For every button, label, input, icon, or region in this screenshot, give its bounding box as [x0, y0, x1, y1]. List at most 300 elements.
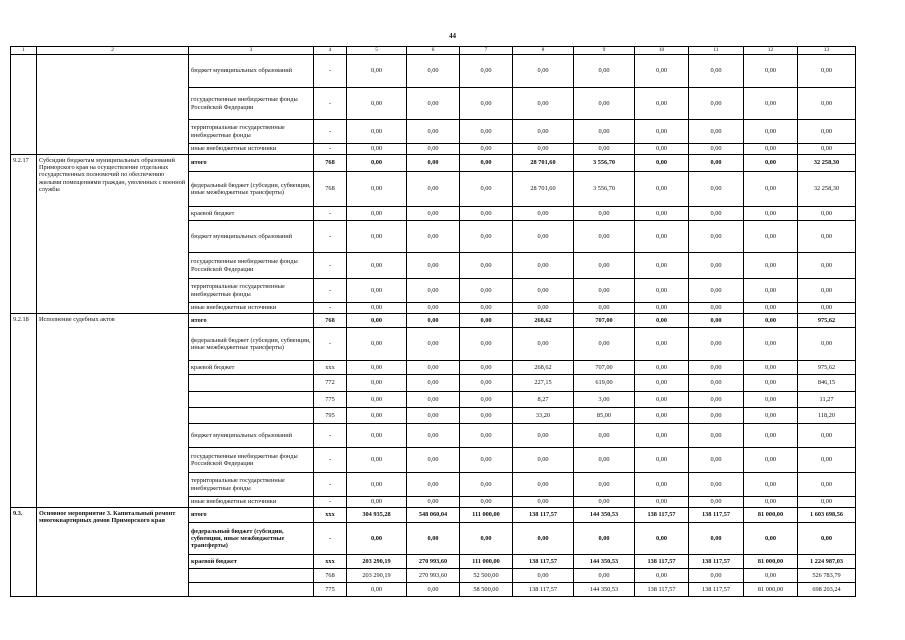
item-name: Субсидии бюджетам муниципальных образований Приморского края на осуществление отдельных государственных полномочий по обеспечению жилыми помещениями граждан, уволенных с военной службы: [37, 155, 189, 314]
column-number: 7: [460, 47, 513, 55]
funding-source: [189, 375, 314, 392]
amount-cell: 138 117,57: [513, 508, 574, 523]
amount-cell: 0,00: [798, 253, 856, 279]
column-number: 3: [189, 47, 314, 55]
amount-cell: 0,00: [689, 221, 744, 253]
amount-cell: 0,00: [798, 328, 856, 361]
budget-table: [10, 46, 856, 597]
budget-code: -: [314, 144, 347, 155]
amount-cell: 0,00: [689, 120, 744, 144]
funding-source: территориальные государственные внебюджетные фонды: [189, 473, 314, 497]
amount-cell: 0,00: [744, 172, 798, 207]
funding-source: [189, 569, 314, 583]
amount-cell: 0,00: [407, 172, 460, 207]
amount-cell: 0,00: [460, 88, 513, 120]
amount-cell: 138 117,57: [635, 555, 689, 569]
amount-cell: 0,00: [635, 424, 689, 448]
funding-source: территориальные государственные внебюджетные фонды: [189, 120, 314, 144]
amount-cell: 227,15: [513, 375, 574, 392]
amount-cell: 138 117,57: [513, 583, 574, 597]
budget-code: -: [314, 473, 347, 497]
amount-cell: 0,00: [689, 328, 744, 361]
column-number: 1: [11, 47, 37, 55]
amount-cell: 0,00: [798, 144, 856, 155]
amount-cell: 0,00: [460, 408, 513, 424]
funding-source: [189, 583, 314, 597]
funding-source: территориальные государственные внебюджетные фонды: [189, 279, 314, 303]
budget-code: -: [314, 207, 347, 221]
column-number: 4: [314, 47, 347, 55]
amount-cell: 0,00: [460, 448, 513, 473]
amount-cell: 0,00: [744, 207, 798, 221]
amount-cell: 0,00: [407, 497, 460, 508]
amount-cell: 0,00: [689, 523, 744, 555]
budget-code: xxx: [314, 555, 347, 569]
amount-cell: 0,00: [689, 55, 744, 88]
amount-cell: 975,62: [798, 361, 856, 375]
amount-cell: 0,00: [574, 221, 635, 253]
amount-cell: 0,00: [513, 144, 574, 155]
amount-cell: 0,00: [347, 448, 407, 473]
amount-cell: 0,00: [744, 155, 798, 172]
amount-cell: 0,00: [744, 303, 798, 314]
amount-cell: 0,00: [574, 303, 635, 314]
amount-cell: 0,00: [798, 303, 856, 314]
amount-cell: 0,00: [347, 120, 407, 144]
amount-cell: 138 117,57: [689, 555, 744, 569]
amount-cell: 0,00: [513, 523, 574, 555]
item-name: [37, 55, 189, 155]
amount-cell: 0,00: [347, 408, 407, 424]
column-number: 2: [37, 47, 189, 55]
amount-cell: 1 224 987,03: [798, 555, 856, 569]
amount-cell: 0,00: [407, 144, 460, 155]
amount-cell: 0,00: [347, 424, 407, 448]
amount-cell: 0,00: [635, 375, 689, 392]
amount-cell: 0,00: [635, 303, 689, 314]
amount-cell: 0,00: [407, 55, 460, 88]
amount-cell: 0,00: [798, 55, 856, 88]
amount-cell: 0,00: [689, 361, 744, 375]
amount-cell: 138 117,57: [513, 555, 574, 569]
budget-code: -: [314, 303, 347, 314]
amount-cell: 0,00: [460, 221, 513, 253]
amount-cell: 0,00: [460, 207, 513, 221]
amount-cell: 0,00: [460, 497, 513, 508]
amount-cell: 0,00: [744, 55, 798, 88]
amount-cell: 0,00: [635, 155, 689, 172]
amount-cell: 32 258,30: [798, 172, 856, 207]
amount-cell: 0,00: [635, 328, 689, 361]
funding-source: краевой бюджет: [189, 555, 314, 569]
budget-code: 772: [314, 375, 347, 392]
amount-cell: 0,00: [744, 144, 798, 155]
amount-cell: 0,00: [744, 392, 798, 408]
amount-cell: 0,00: [347, 172, 407, 207]
amount-cell: 11,27: [798, 392, 856, 408]
amount-cell: 0,00: [347, 314, 407, 328]
budget-code: -: [314, 221, 347, 253]
table-row: [11, 55, 856, 88]
amount-cell: 111 000,00: [460, 508, 513, 523]
amount-cell: 0,00: [407, 120, 460, 144]
funding-source: краевой бюджет: [189, 207, 314, 221]
amount-cell: 0,00: [347, 207, 407, 221]
amount-cell: 0,00: [407, 88, 460, 120]
amount-cell: 0,00: [460, 314, 513, 328]
amount-cell: 0,00: [460, 375, 513, 392]
amount-cell: 0,00: [347, 55, 407, 88]
amount-cell: 0,00: [347, 88, 407, 120]
amount-cell: 0,00: [347, 523, 407, 555]
amount-cell: 0,00: [744, 253, 798, 279]
column-number: 12: [744, 47, 798, 55]
amount-cell: 0,00: [460, 120, 513, 144]
amount-cell: 0,00: [689, 207, 744, 221]
column-number: 10: [635, 47, 689, 55]
amount-cell: 0,00: [689, 392, 744, 408]
header-row: [11, 47, 856, 55]
amount-cell: 0,00: [744, 424, 798, 448]
amount-cell: 0,00: [689, 314, 744, 328]
funding-source: итого: [189, 508, 314, 523]
amount-cell: 138 117,57: [689, 508, 744, 523]
budget-code: 775: [314, 392, 347, 408]
amount-cell: 0,00: [574, 569, 635, 583]
budget-code: 768: [314, 569, 347, 583]
funding-source: итого: [189, 314, 314, 328]
amount-cell: 707,00: [574, 361, 635, 375]
amount-cell: 0,00: [574, 523, 635, 555]
amount-cell: 118,20: [798, 408, 856, 424]
amount-cell: 1 603 698,56: [798, 508, 856, 523]
funding-source: государственные внебюджетные фонды Российской Федерации: [189, 253, 314, 279]
amount-cell: 0,00: [744, 88, 798, 120]
amount-cell: 0,00: [744, 523, 798, 555]
budget-code: -: [314, 88, 347, 120]
amount-cell: 0,00: [460, 328, 513, 361]
amount-cell: 28 701,60: [513, 172, 574, 207]
amount-cell: 0,00: [407, 392, 460, 408]
amount-cell: 0,00: [744, 497, 798, 508]
amount-cell: 0,00: [460, 155, 513, 172]
amount-cell: 0,00: [460, 424, 513, 448]
amount-cell: 0,00: [407, 375, 460, 392]
funding-source: иные внебюджетные источники: [189, 144, 314, 155]
item-code: 9.3.: [11, 508, 37, 597]
amount-cell: 0,00: [574, 497, 635, 508]
funding-source: краевой бюджет: [189, 361, 314, 375]
amount-cell: 0,00: [744, 448, 798, 473]
item-name: Основное мероприятие 3. Капитальный ремонт многоквартирных домов Приморского края: [37, 508, 189, 597]
amount-cell: 0,00: [347, 328, 407, 361]
amount-cell: 0,00: [574, 328, 635, 361]
funding-source: бюджет муниципальных образований: [189, 55, 314, 88]
amount-cell: 0,00: [798, 207, 856, 221]
column-number: 5: [347, 47, 407, 55]
column-number: 11: [689, 47, 744, 55]
amount-cell: 0,00: [513, 303, 574, 314]
amount-cell: 0,00: [689, 497, 744, 508]
amount-cell: 0,00: [407, 448, 460, 473]
amount-cell: 0,00: [574, 144, 635, 155]
amount-cell: 0,00: [407, 221, 460, 253]
amount-cell: 81 000,00: [744, 508, 798, 523]
amount-cell: 0,00: [689, 88, 744, 120]
amount-cell: 0,00: [798, 279, 856, 303]
amount-cell: 0,00: [347, 221, 407, 253]
amount-cell: 0,00: [689, 448, 744, 473]
amount-cell: 0,00: [635, 473, 689, 497]
budget-code: xxx: [314, 361, 347, 375]
budget-code: 768: [314, 155, 347, 172]
amount-cell: 0,00: [635, 408, 689, 424]
amount-cell: 0,00: [635, 569, 689, 583]
amount-cell: 0,00: [798, 120, 856, 144]
amount-cell: 0,00: [689, 144, 744, 155]
amount-cell: 268,62: [513, 314, 574, 328]
amount-cell: 0,00: [574, 424, 635, 448]
funding-source: иные внебюджетные источники: [189, 497, 314, 508]
amount-cell: 0,00: [744, 569, 798, 583]
table-row: [11, 508, 856, 523]
amount-cell: 0,00: [460, 392, 513, 408]
amount-cell: 0,00: [798, 497, 856, 508]
budget-code: -: [314, 497, 347, 508]
funding-source: федеральный бюджет (субсидии, субвенции, иные межбюджетные трансферты): [189, 172, 314, 207]
budget-code: 768: [314, 314, 347, 328]
budget-code: -: [314, 55, 347, 88]
amount-cell: 0,00: [513, 497, 574, 508]
amount-cell: 138 117,57: [689, 583, 744, 597]
amount-cell: 0,00: [798, 523, 856, 555]
budget-code: xxx: [314, 508, 347, 523]
amount-cell: 0,00: [574, 55, 635, 88]
amount-cell: 526 783,79: [798, 569, 856, 583]
amount-cell: 52 500,00: [460, 569, 513, 583]
funding-source: государственные внебюджетные фонды Российской Федерации: [189, 88, 314, 120]
amount-cell: 270 993,60: [407, 555, 460, 569]
amount-cell: 0,00: [635, 253, 689, 279]
amount-cell: 0,00: [798, 424, 856, 448]
amount-cell: 0,00: [407, 155, 460, 172]
amount-cell: 28 701,60: [513, 155, 574, 172]
amount-cell: 0,00: [347, 361, 407, 375]
amount-cell: 0,00: [513, 120, 574, 144]
amount-cell: 0,00: [460, 279, 513, 303]
budget-code: -: [314, 253, 347, 279]
amount-cell: 0,00: [635, 55, 689, 88]
amount-cell: 0,00: [513, 207, 574, 221]
amount-cell: 0,00: [407, 473, 460, 497]
amount-cell: 0,00: [407, 408, 460, 424]
amount-cell: 0,00: [347, 473, 407, 497]
amount-cell: 548 060,04: [407, 508, 460, 523]
amount-cell: 0,00: [689, 279, 744, 303]
amount-cell: 0,00: [635, 279, 689, 303]
amount-cell: 3,00: [574, 392, 635, 408]
amount-cell: 0,00: [460, 253, 513, 279]
budget-code: -: [314, 424, 347, 448]
budget-code: -: [314, 120, 347, 144]
amount-cell: 0,00: [744, 408, 798, 424]
amount-cell: 698 203,24: [798, 583, 856, 597]
funding-source: иные внебюджетные источники: [189, 303, 314, 314]
amount-cell: 0,00: [635, 523, 689, 555]
amount-cell: 0,00: [798, 448, 856, 473]
amount-cell: 0,00: [798, 88, 856, 120]
amount-cell: 0,00: [689, 408, 744, 424]
budget-code: 795: [314, 408, 347, 424]
amount-cell: 0,00: [689, 375, 744, 392]
amount-cell: 0,00: [635, 120, 689, 144]
amount-cell: 8,27: [513, 392, 574, 408]
amount-cell: 0,00: [407, 328, 460, 361]
amount-cell: 0,00: [744, 328, 798, 361]
amount-cell: 304 935,28: [347, 508, 407, 523]
amount-cell: 0,00: [689, 473, 744, 497]
amount-cell: 0,00: [635, 207, 689, 221]
amount-cell: 0,00: [635, 448, 689, 473]
amount-cell: 0,00: [798, 221, 856, 253]
amount-cell: 0,00: [347, 375, 407, 392]
amount-cell: 0,00: [689, 172, 744, 207]
amount-cell: 0,00: [744, 221, 798, 253]
budget-code: -: [314, 328, 347, 361]
amount-cell: 0,00: [744, 473, 798, 497]
amount-cell: 0,00: [407, 424, 460, 448]
amount-cell: 0,00: [513, 253, 574, 279]
amount-cell: 0,00: [689, 569, 744, 583]
amount-cell: 138 117,57: [635, 583, 689, 597]
amount-cell: 0,00: [635, 172, 689, 207]
funding-source: государственные внебюджетные фонды Российской Федерации: [189, 448, 314, 473]
amount-cell: 0,00: [347, 392, 407, 408]
table-row: [11, 155, 856, 172]
amount-cell: 0,00: [513, 424, 574, 448]
amount-cell: 0,00: [744, 120, 798, 144]
funding-source: [189, 392, 314, 408]
amount-cell: 0,00: [407, 253, 460, 279]
amount-cell: 0,00: [574, 253, 635, 279]
amount-cell: 0,00: [689, 155, 744, 172]
amount-cell: 0,00: [347, 497, 407, 508]
amount-cell: 0,00: [407, 523, 460, 555]
amount-cell: 707,00: [574, 314, 635, 328]
amount-cell: 0,00: [513, 328, 574, 361]
amount-cell: 0,00: [513, 88, 574, 120]
table-row: [11, 314, 856, 328]
amount-cell: 0,00: [574, 473, 635, 497]
amount-cell: 0,00: [513, 448, 574, 473]
amount-cell: 0,00: [460, 55, 513, 88]
budget-code: 775: [314, 583, 347, 597]
funding-source: федеральный бюджет (субсидии, субвенции, иные межбюджетные трансферты): [189, 523, 314, 555]
amount-cell: 0,00: [460, 523, 513, 555]
amount-cell: 144 350,53: [574, 508, 635, 523]
funding-source: бюджет муниципальных образований: [189, 424, 314, 448]
amount-cell: 0,00: [635, 88, 689, 120]
budget-code: -: [314, 279, 347, 303]
amount-cell: 0,00: [744, 375, 798, 392]
amount-cell: 203 290,19: [347, 569, 407, 583]
amount-cell: 203 290,19: [347, 555, 407, 569]
funding-source: [189, 408, 314, 424]
amount-cell: 0,00: [635, 144, 689, 155]
budget-code: -: [314, 448, 347, 473]
amount-cell: 0,00: [513, 221, 574, 253]
amount-cell: 0,00: [347, 155, 407, 172]
item-code: 9.2.18: [11, 314, 37, 508]
amount-cell: 81 000,00: [744, 583, 798, 597]
amount-cell: 0,00: [513, 473, 574, 497]
amount-cell: 0,00: [744, 279, 798, 303]
amount-cell: 0,00: [635, 392, 689, 408]
amount-cell: 0,00: [513, 279, 574, 303]
amount-cell: 144 350,53: [574, 555, 635, 569]
amount-cell: 846,15: [798, 375, 856, 392]
amount-cell: 0,00: [689, 303, 744, 314]
amount-cell: 0,00: [460, 172, 513, 207]
amount-cell: 0,00: [407, 303, 460, 314]
page-number: 44: [449, 32, 456, 40]
amount-cell: 0,00: [689, 253, 744, 279]
amount-cell: 0,00: [460, 303, 513, 314]
amount-cell: 3 556,70: [574, 155, 635, 172]
column-number: 13: [798, 47, 856, 55]
item-code: [11, 55, 37, 155]
amount-cell: 0,00: [744, 314, 798, 328]
budget-code: -: [314, 523, 347, 555]
amount-cell: 0,00: [407, 314, 460, 328]
amount-cell: 111 000,00: [460, 555, 513, 569]
amount-cell: 270 993,60: [407, 569, 460, 583]
amount-cell: 0,00: [574, 448, 635, 473]
amount-cell: 0,00: [689, 424, 744, 448]
amount-cell: 58 500,00: [460, 583, 513, 597]
amount-cell: 3 556,70: [574, 172, 635, 207]
amount-cell: 0,00: [407, 583, 460, 597]
funding-source: бюджет муниципальных образований: [189, 221, 314, 253]
amount-cell: 0,00: [798, 473, 856, 497]
amount-cell: 32 258,30: [798, 155, 856, 172]
amount-cell: 619,00: [574, 375, 635, 392]
amount-cell: 0,00: [347, 253, 407, 279]
amount-cell: 0,00: [460, 144, 513, 155]
column-number: 6: [407, 47, 460, 55]
amount-cell: 81 000,00: [744, 555, 798, 569]
amount-cell: 0,00: [407, 279, 460, 303]
item-name: Исполнение судебных актов: [37, 314, 189, 508]
amount-cell: 0,00: [744, 361, 798, 375]
amount-cell: 0,00: [574, 120, 635, 144]
amount-cell: 144 350,53: [574, 583, 635, 597]
amount-cell: 0,00: [574, 279, 635, 303]
amount-cell: 0,00: [635, 314, 689, 328]
amount-cell: 0,00: [407, 361, 460, 375]
amount-cell: 85,00: [574, 408, 635, 424]
column-number: 8: [513, 47, 574, 55]
item-code: 9.2.17: [11, 155, 37, 314]
amount-cell: 0,00: [635, 221, 689, 253]
amount-cell: 0,00: [635, 497, 689, 508]
amount-cell: 0,00: [407, 207, 460, 221]
amount-cell: 0,00: [460, 361, 513, 375]
funding-source: федеральный бюджет (субсидии, субвенции, иные межбюджетные трансферты): [189, 328, 314, 361]
amount-cell: 268,62: [513, 361, 574, 375]
amount-cell: 0,00: [347, 279, 407, 303]
amount-cell: 0,00: [574, 207, 635, 221]
